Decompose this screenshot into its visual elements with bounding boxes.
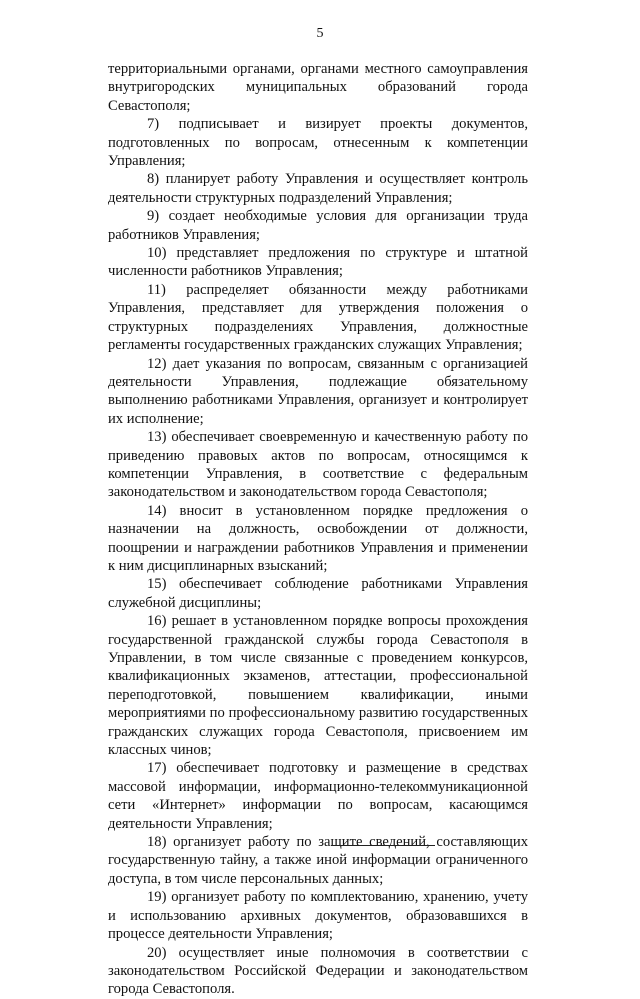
list-item-9: 9) создает необходимые условия для организации труда работников Управления; — [108, 208, 528, 243]
list-item-10: 10) представляет предложения по структуре и штатной численности работников Управления; — [108, 245, 528, 280]
list-item-12: 12) дает указания по вопросам, связанным с организацией деятельности Управления, подлежащие обязательному выполнению работниками Управления, организует и контролирует их исполнение; — [108, 355, 528, 427]
list-item-7: 7) подписывает и визирует проекты документов, подготовленных по вопросам, отнесенным к компетенции Управления; — [108, 116, 528, 170]
list-item-19: 19) организует работу по комплектованию, хранению, учету и использованию архивных документов, образовавшихся в процессе деятельности Управления; — [108, 889, 528, 943]
paragraph-continuation: территориальными органами, органами местного самоуправления внутригородских муниципальных образований города Севастополя; — [108, 61, 528, 114]
list-item-14: 14) вносит в установленном порядке предложения о назначении на должность, освобождении от должности, поощрении и награждении работников Управления и применении к ним дисциплинарных взысканий; — [108, 502, 528, 574]
page-number: 5 — [316, 26, 324, 41]
list-item-13: 13) обеспечивает своевременную и качественную работу по приведению правовых актов по вопросам, относящимся к компетенции Управления, в соответствие с федеральным законодательством и законодательством города Севастополя; — [108, 429, 528, 501]
list-item-20: 20) осуществляет иные полномочия в соответствии с законодательством Российской Федерации и законодательством города Севастополя. — [108, 944, 528, 998]
list-item-17: 17) обеспечивает подготовку и размещение в средствах массовой информации, информационно-телекоммуникационной сети «Интернет» информации по вопросам, касающимся деятельности Управления; — [108, 760, 528, 832]
list-item-11: 11) распределяет обязанности между работниками Управления, представляет для утверждения положения о структурных подразделениях Управления, должностные регламенты государственных гражданских служащих Управления; — [108, 281, 528, 354]
document-body — [108, 60, 528, 999]
list-item-16: 16) решает в установленном порядке вопросы прохождения государственной гражданской службы города Севастополя в Управлении, в том числе связанные с проведением конкурсов, квалификационных экзаменов, аттестации, профессиональной переподготовкой, повышением квалификации, иными мероприятиями по профессиональному развитию государственных гражданских служащих города Севастополя, присвоением им классных чинов; — [108, 613, 528, 759]
list-item-15: 15) обеспечивает соблюдение работниками Управления служебной дисциплины; — [108, 576, 528, 611]
list-item-8: 8) планирует работу Управления и осуществляет контроль деятельности структурных подразделений Управления; — [108, 171, 528, 206]
list-item-18: 18) организует работу по защите сведений, составляющих государственную тайну, а также иной информации ограниченного доступа, в том числе персональных данных; — [108, 834, 528, 887]
end-of-text-divider — [331, 845, 435, 846]
